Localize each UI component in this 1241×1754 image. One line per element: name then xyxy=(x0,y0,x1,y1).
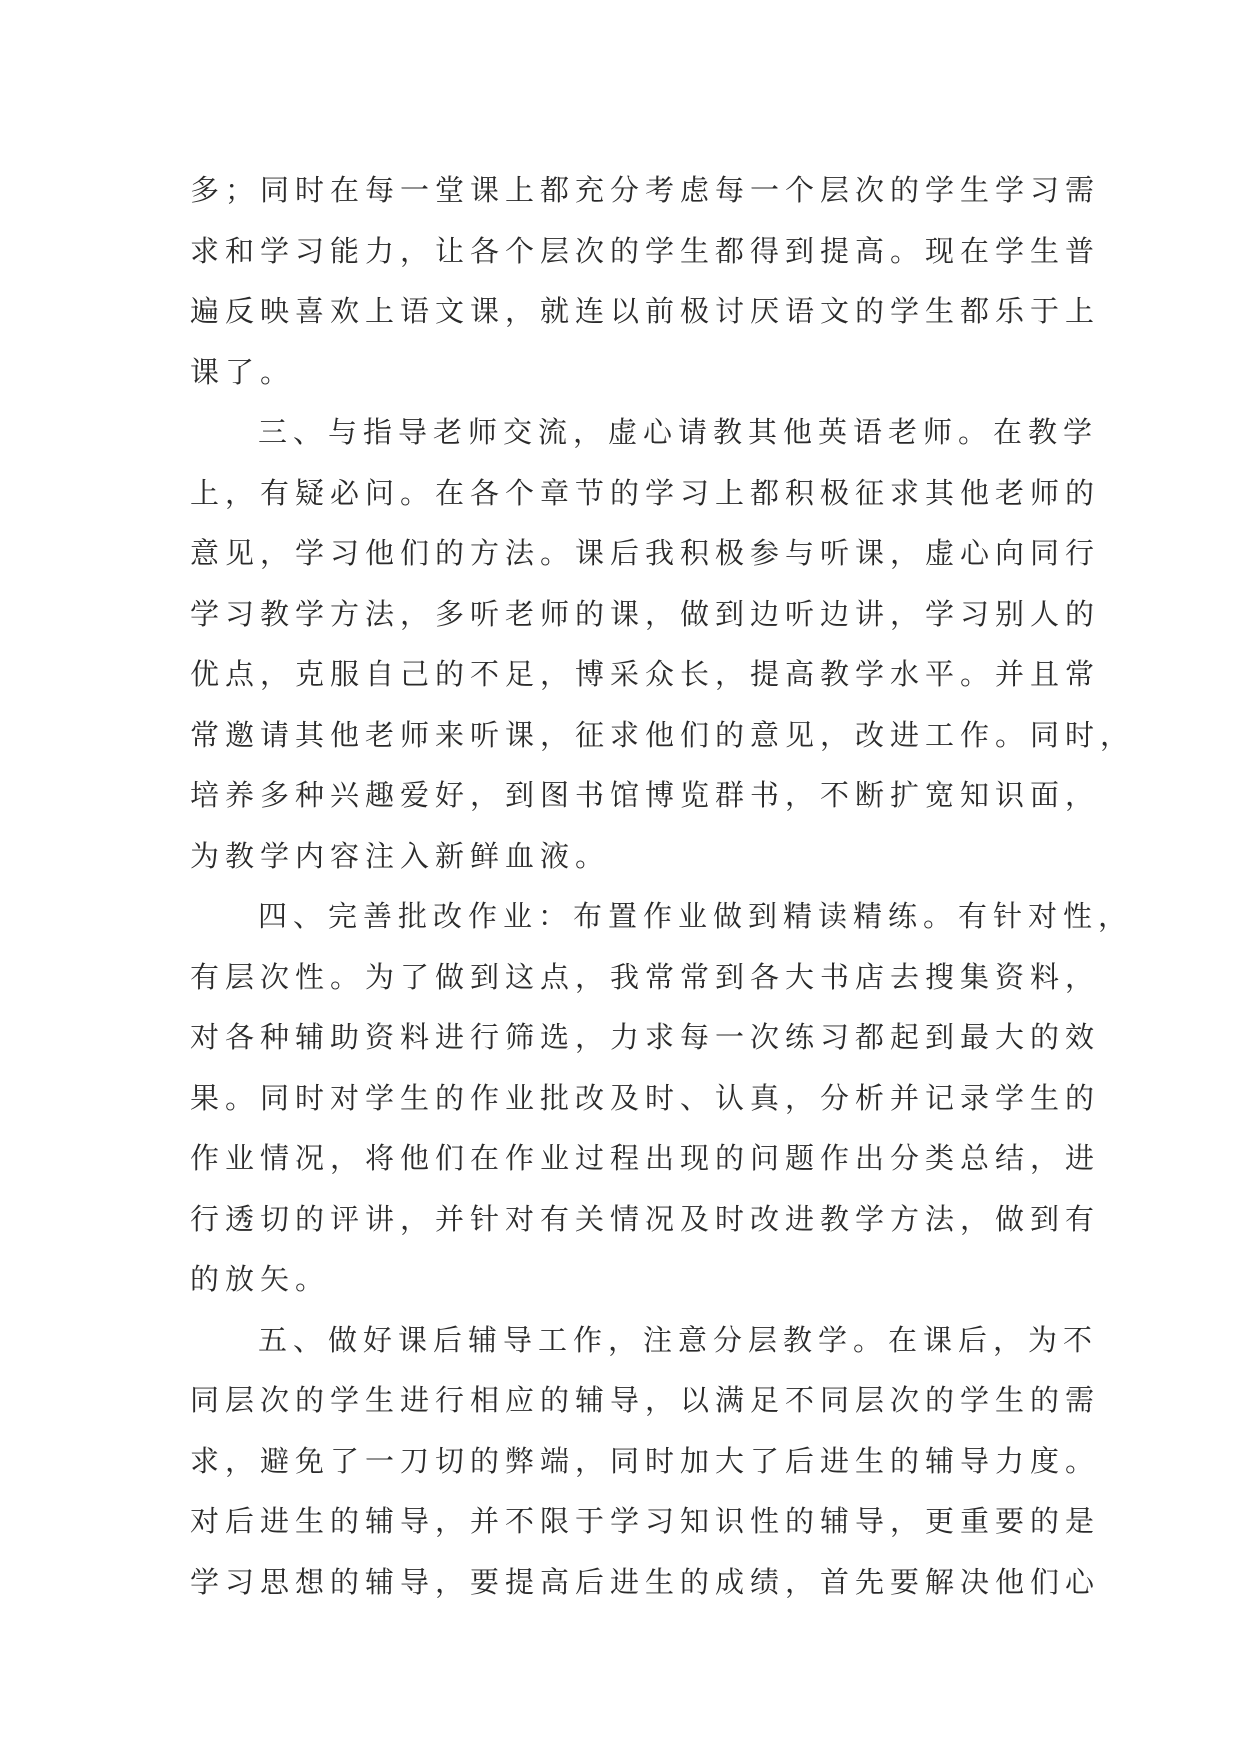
paragraph-3-line-1: 四、完善批改作业：布置作业做到精读精练。有针对性， xyxy=(258,899,1134,933)
paragraph-2-line-7: 培养多种兴趣爱好，到图书馆博览群书，不断扩宽知识面， xyxy=(190,778,1101,812)
paragraph-2-line-1: 三、与指导老师交流，虚心请教其他英语老师。在教学 xyxy=(258,415,1099,449)
paragraph-4-line-4: 对后进生的辅导，并不限于学习知识性的辅导，更重要的是 xyxy=(190,1504,1101,1538)
paragraph-3-line-3: 对各种辅助资料进行筛选，力求每一次练习都起到最大的效 xyxy=(190,1020,1101,1054)
paragraph-4-line-3: 求，避免了一刀切的弊端，同时加大了后进生的辅导力度。 xyxy=(190,1443,1101,1478)
paragraph-1-line-3: 遍反映喜欢上语文课，就连以前极讨厌语文的学生都乐于上 xyxy=(190,294,1101,328)
paragraph-1-line-1: 多；同时在每一堂课上都充分考虑每一个层次的学生学习需 xyxy=(190,173,1101,207)
paragraph-1-line-2: 求和学习能力，让各个层次的学生都得到提高。现在学生普 xyxy=(190,233,1101,268)
paragraph-2-line-2: 上，有疑必问。在各个章节的学习上都积极征求其他老师的 xyxy=(190,475,1101,510)
paragraph-2-line-6: 常邀请其他老师来听课，征求他们的意见，改进工作。同时， xyxy=(190,717,1136,752)
paragraph-1-line-4: 课了。 xyxy=(190,354,296,389)
paragraph-4-line-5: 学习思想的辅导，要提高后进生的成绩，首先要解决他们心 xyxy=(190,1564,1101,1599)
paragraph-3-line-5: 作业情况，将他们在作业过程出现的问题作出分类总结，进 xyxy=(190,1141,1101,1175)
paragraph-2-line-8: 为教学内容注入新鲜血液。 xyxy=(190,838,611,873)
paragraph-3-line-7: 的放矢。 xyxy=(190,1262,331,1296)
paragraph-2-line-4: 学习教学方法，多听老师的课，做到边听边讲，学习别人的 xyxy=(190,596,1101,631)
paragraph-3-line-6: 行透切的评讲，并针对有关情况及时改进教学方法，做到有 xyxy=(190,1201,1101,1236)
paragraph-2-line-3: 意见，学习他们的方法。课后我积极参与听课，虚心向同行 xyxy=(190,536,1101,570)
paragraph-3-line-4: 果。同时对学生的作业批改及时、认真，分析并记录学生的 xyxy=(190,1080,1101,1115)
paragraph-4-line-2: 同层次的学生进行相应的辅导，以满足不同层次的学生的需 xyxy=(190,1383,1101,1417)
paragraph-3-line-2: 有层次性。为了做到这点，我常常到各大书店去搜集资料， xyxy=(190,959,1101,994)
document-body xyxy=(190,160,1136,1612)
paragraph-2-line-5: 优点，克服自己的不足，博采众长，提高教学水平。并且常 xyxy=(190,657,1101,691)
paragraph-4-line-1: 五、做好课后辅导工作，注意分层教学。在课后，为不 xyxy=(258,1322,1099,1357)
